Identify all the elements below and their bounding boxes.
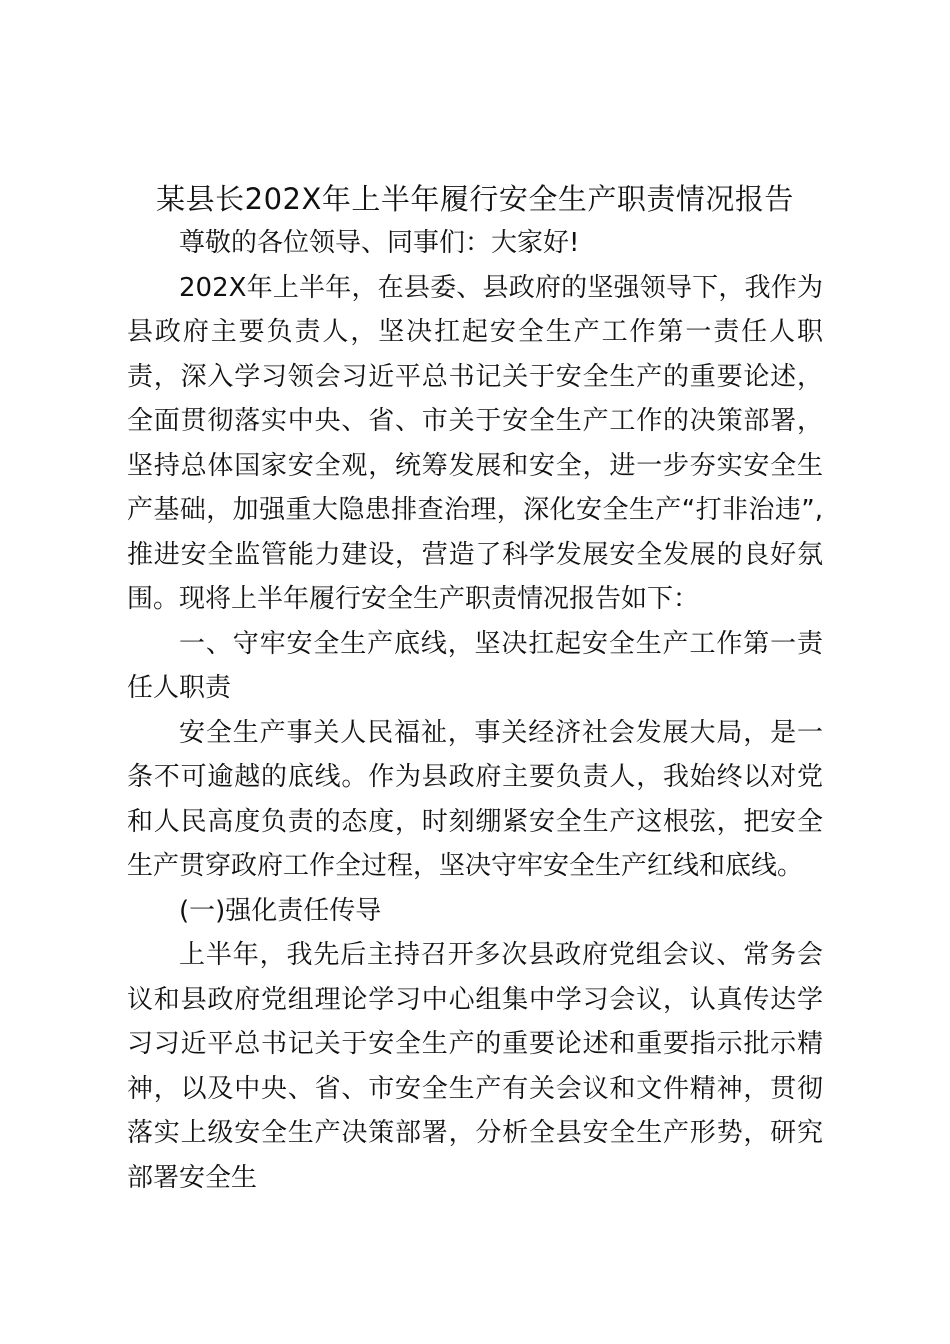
document-title: 某县长202X年上半年履行安全生产职责情况报告	[156, 182, 794, 216]
paragraph-intro: 202X年上半年，在县委、县政府的坚强领导下，我作为县政府主要负责人，坚决扛起安全生产工作第一责任人职责，深入学习领会习近平总书记关于安全生产的重要论述，全面贯彻落实中央、省、市关于安全生产工作的决策部署，坚持总体国家安全观，统筹发展和安全，进一步夯实安全生产基础，加强重大隐患排查治理，深化安全生产“打非治违”,推进安全监管能力建设，营造了科学发展安全发展的良好氛围。现将上半年履行安全生产职责情况报告如下：	[127, 272, 823, 614]
paragraph-section-1: 安全生产事关人民福祉，事关经济社会发展大局，是一条不可逾越的底线。作为县政府主要负责人，我始终以对党和人民高度负责的态度，时刻绷紧安全生产这根弦，把安全生产贯穿政府工作全过程，坚决守牢安全生产红线和底线。	[127, 717, 823, 881]
document-body	[127, 221, 823, 1200]
subsection-heading-1: (一)强化责任传导	[179, 895, 382, 926]
paragraph-subsection-1: 上半年，我先后主持召开多次县政府党组会议、常务会议和县政府党组理论学习中心组集中学习会议，认真传达学习习近平总书记关于安全生产的重要论述和重要指示批示精神，以及中央、省、市安全生产有关会议和文件精神，贯彻落实上级安全生产决策部署，分析全县安全生产形势，研究部署安全生	[127, 940, 823, 1193]
section-heading-1: 一、守牢安全生产底线，坚决扛起安全生产工作第一责任人职责	[127, 628, 823, 703]
greeting: 尊敬的各位领导、同事们：大家好!	[179, 228, 580, 258]
